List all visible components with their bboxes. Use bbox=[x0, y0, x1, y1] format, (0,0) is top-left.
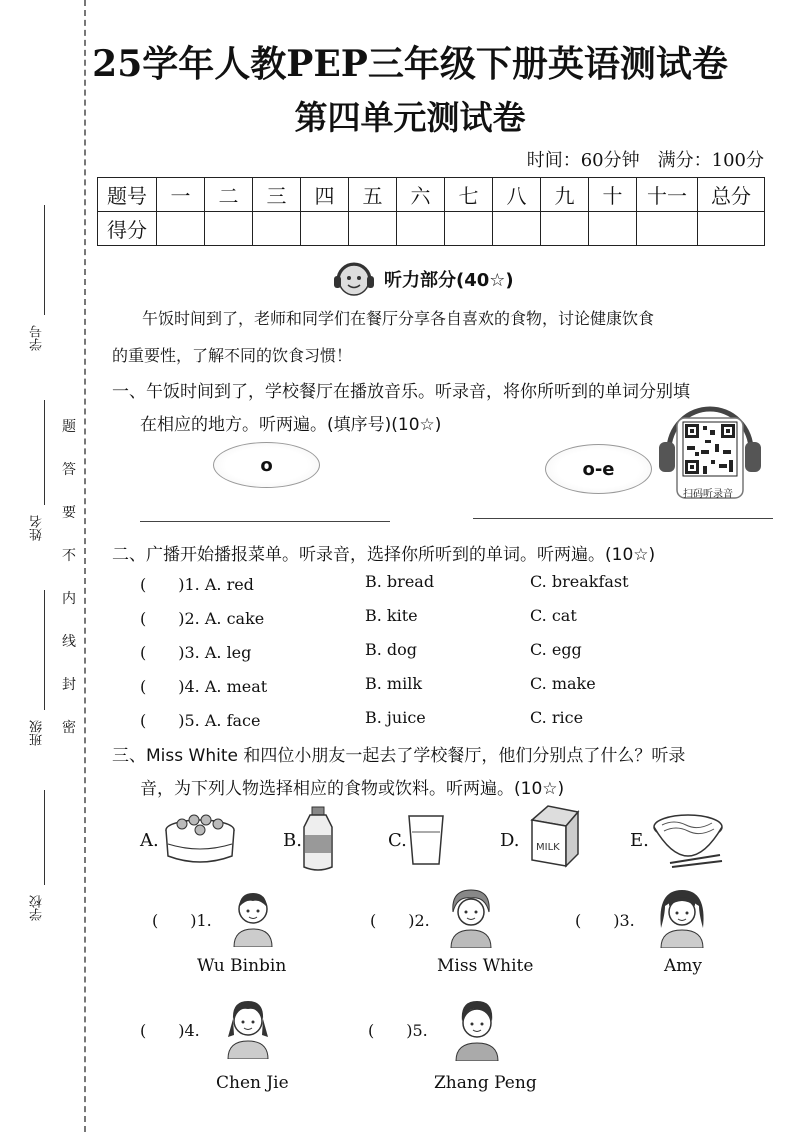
pic-label-e: E. bbox=[630, 830, 649, 851]
q3-answer-bracket[interactable]: ( )5. bbox=[368, 1021, 428, 1040]
score-table bbox=[97, 177, 765, 246]
seal-char: 要 bbox=[62, 505, 76, 521]
seal-char: 不 bbox=[62, 548, 76, 564]
table-cell: 五 bbox=[349, 178, 397, 212]
q2-item-number: ( )1. A. red bbox=[140, 575, 254, 594]
q2-option-c: C. rice bbox=[530, 708, 584, 727]
table-cell: 题号 bbox=[98, 178, 157, 212]
score-table-score-row bbox=[98, 212, 765, 246]
q3-answer-bracket[interactable]: ( )4. bbox=[140, 1021, 200, 1040]
pic-label-d: D. bbox=[500, 830, 520, 851]
pic-label-b: B. bbox=[283, 830, 302, 851]
q2-option-c: C. make bbox=[530, 674, 596, 693]
q2-option-c: C. cat bbox=[530, 606, 577, 625]
q3-answer-bracket[interactable]: ( )2. bbox=[370, 911, 430, 930]
q2-item-number: ( )5. A. face bbox=[140, 711, 261, 730]
score-input-cell[interactable] bbox=[349, 212, 397, 246]
banji-label: 班级 bbox=[30, 720, 45, 746]
q2-option-b: B. bread bbox=[365, 572, 435, 591]
juice-bottle-icon bbox=[298, 805, 338, 873]
score-input-cell[interactable] bbox=[445, 212, 493, 246]
pic-label-c: C. bbox=[388, 830, 407, 851]
answer-line[interactable] bbox=[140, 521, 390, 522]
table-cell: 二 bbox=[205, 178, 253, 212]
score-input-cell[interactable] bbox=[205, 212, 253, 246]
xuexiao-line bbox=[44, 790, 45, 885]
table-cell: 得分 bbox=[98, 212, 157, 246]
score-input-cell[interactable] bbox=[301, 212, 349, 246]
table-cell: 四 bbox=[301, 178, 349, 212]
xuexiao-label: 学校 bbox=[30, 895, 45, 921]
xuehao-line bbox=[44, 205, 45, 315]
xuehao-label: 学号 bbox=[30, 325, 45, 351]
person-name: Wu Binbin bbox=[197, 956, 287, 976]
banji-line bbox=[44, 590, 45, 710]
score-input-cell[interactable] bbox=[589, 212, 637, 246]
seal-char: 密 bbox=[62, 720, 76, 736]
q2-item-number: ( )4. A. meat bbox=[140, 677, 268, 696]
pic-label-a: A. bbox=[140, 830, 159, 851]
glass-icon bbox=[405, 812, 447, 868]
table-cell: 三 bbox=[253, 178, 301, 212]
score-table-header-row bbox=[98, 178, 765, 212]
girl-pigtails-avatar-icon bbox=[222, 993, 274, 1059]
headphone-mascot-icon bbox=[330, 256, 378, 300]
question-3-title: 音，为下列人物选择相应的食物或饮料。听两遍。(10☆) bbox=[140, 779, 565, 799]
person-name: Miss White bbox=[437, 956, 534, 976]
seal-char: 线 bbox=[62, 634, 76, 650]
boy-avatar-icon bbox=[230, 887, 276, 947]
score-input-cell[interactable] bbox=[397, 212, 445, 246]
xingming-label: 姓名 bbox=[30, 515, 45, 541]
q2-option-b: B. dog bbox=[365, 640, 418, 659]
q2-option-c: C. egg bbox=[530, 640, 582, 659]
listening-section-heading: 听力部分(40☆) bbox=[384, 270, 514, 291]
table-cell: 七 bbox=[445, 178, 493, 212]
table-cell: 总分 bbox=[698, 178, 765, 212]
seal-char: 题 bbox=[62, 419, 76, 435]
score-input-cell[interactable] bbox=[541, 212, 589, 246]
milk-carton-icon bbox=[518, 802, 584, 870]
q3-answer-bracket[interactable]: ( )1. bbox=[152, 911, 212, 930]
question-3-title: 三、Miss White 和四位小朋友一起去了学校餐厅，他们分别点了什么？听录 bbox=[112, 746, 686, 766]
binding-dashed-line bbox=[84, 0, 86, 1132]
table-cell: 六 bbox=[397, 178, 445, 212]
table-cell: 八 bbox=[493, 178, 541, 212]
q2-item-number: ( )2. A. cake bbox=[140, 609, 265, 628]
oval-o bbox=[213, 442, 320, 488]
page-title: 25学年人教PEP三年级下册英语测试卷 bbox=[92, 43, 728, 85]
person-name: Chen Jie bbox=[216, 1073, 289, 1093]
noodle-bowl-icon bbox=[650, 805, 726, 871]
seal-char: 封 bbox=[62, 677, 76, 693]
score-input-cell[interactable] bbox=[637, 212, 698, 246]
question-2-title: 二、广播开始播报菜单。听录音，选择你所听到的单词。听两遍。(10☆) bbox=[112, 545, 656, 565]
answer-line[interactable] bbox=[473, 518, 773, 519]
boy-avatar-icon bbox=[452, 995, 502, 1061]
person-name: Zhang Peng bbox=[434, 1073, 537, 1093]
q2-option-b: B. kite bbox=[365, 606, 418, 625]
intro-text: 的重要性，了解不同的饮食习惯！ bbox=[112, 346, 353, 365]
score-input-cell[interactable] bbox=[493, 212, 541, 246]
xingming-line bbox=[44, 400, 45, 505]
score-input-cell[interactable] bbox=[157, 212, 205, 246]
time-info: 时间：60分钟 满分：100分 bbox=[526, 150, 764, 171]
question-1-title: 一、午饭时间到了，学校餐厅在播放音乐。听录音，将你所听到的单词分别填 bbox=[112, 382, 690, 402]
table-cell: 十 bbox=[589, 178, 637, 212]
oval-label: o bbox=[260, 454, 273, 476]
q2-item-number: ( )3. A. leg bbox=[140, 643, 252, 662]
oval-label: o-e bbox=[582, 458, 615, 480]
person-name: Amy bbox=[664, 956, 703, 976]
q3-answer-bracket[interactable]: ( )3. bbox=[575, 911, 635, 930]
table-cell: 九 bbox=[541, 178, 589, 212]
q2-option-b: B. juice bbox=[365, 708, 426, 727]
intro-text: 午饭时间到了，老师和同学们在餐厅分享各自喜欢的食物，讨论健康饮食 bbox=[142, 309, 655, 328]
milk-carton-label: MILK bbox=[536, 842, 560, 853]
qr-caption: 扫码听录音 bbox=[683, 489, 733, 500]
score-input-cell[interactable] bbox=[698, 212, 765, 246]
seal-char: 答 bbox=[62, 462, 76, 478]
woman-avatar-icon bbox=[445, 884, 497, 948]
q2-option-b: B. milk bbox=[365, 674, 423, 693]
oval-o-e bbox=[545, 444, 652, 494]
table-cell: 十一 bbox=[637, 178, 698, 212]
q2-option-c: C. breakfast bbox=[530, 572, 629, 591]
girl-avatar-icon bbox=[655, 884, 709, 948]
question-1-title: 在相应的地方。听两遍。(填序号)(10☆) bbox=[140, 415, 442, 435]
seal-char: 内 bbox=[62, 591, 76, 607]
table-cell: 一 bbox=[157, 178, 205, 212]
cake-icon bbox=[160, 808, 240, 870]
unit-title: 第四单元测试卷 bbox=[294, 98, 526, 137]
score-input-cell[interactable] bbox=[253, 212, 301, 246]
